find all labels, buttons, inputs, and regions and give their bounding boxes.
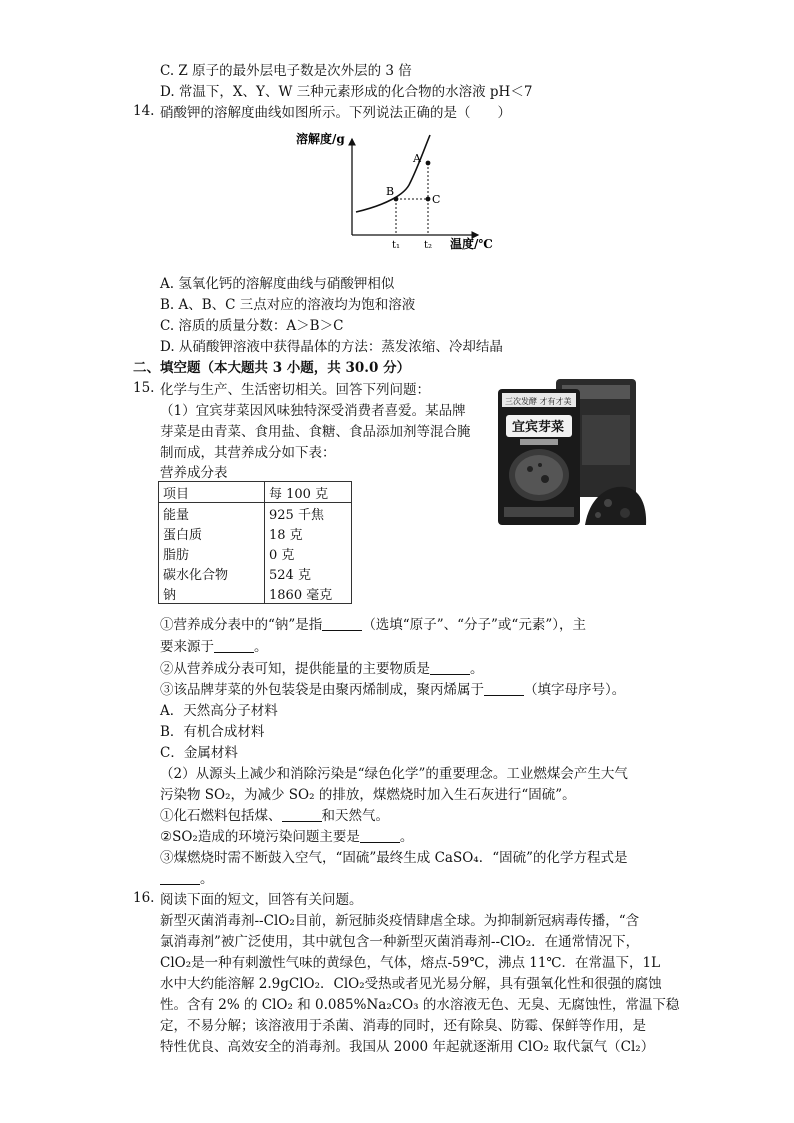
y-axis-label: 溶解度/g xyxy=(296,132,345,146)
q15-p1-line3: 制而成，其营养成分如下表： xyxy=(160,445,336,461)
table-cell: 碳水化合物 xyxy=(159,563,265,583)
q15-q2-text-a: ②从营养成分表可知，提供能量的主要物质是 xyxy=(160,661,430,677)
table-cell: 524 克 xyxy=(265,563,352,583)
point-a xyxy=(426,161,431,166)
q15-p2-q3-end: 。 xyxy=(200,871,214,887)
q15-p2-q2-text-a: ②SO₂造成的环境污染问题主要是 xyxy=(160,829,360,845)
q15-p2-q1-line xyxy=(160,806,389,826)
table-cell: 蛋白质 xyxy=(159,523,265,543)
q16-passage-line: 水中大约能溶解 2.9gClO₂．ClO₂受热或者见光易分解，具有强氧化性和很强的腐蚀 xyxy=(160,976,662,992)
table-cell: 钠 xyxy=(159,583,265,604)
q15-q1-text-b: （选填“原子”、“分子”或“元素”），主 xyxy=(362,617,586,633)
q15-option-c: C．金属材料 xyxy=(160,745,238,761)
answer-blank-3[interactable] xyxy=(430,660,470,675)
product-label-text: 宜宾芽菜 xyxy=(512,420,565,435)
table-row xyxy=(159,503,352,524)
table-cell: 每 100 克 xyxy=(265,482,352,503)
q15-p1-line1: （1）宜宾芽菜因风味独特深受消费者喜爱。某品牌 xyxy=(160,403,466,419)
q15-p2-q3-line: ③煤燃烧时需不断鼓入空气，“固硫”最终生成 CaSO₄．“固硫”的化学方程式是 xyxy=(160,850,628,866)
q16-passage-line: 氯消毒剂”被广泛使用，其中就包含一种新型灭菌消毒剂--ClO₂．在通常情况下， xyxy=(160,934,640,950)
q16-passage-line: 新型灭菌消毒剂--ClO₂目前，新冠肺炎疫情肆虐全球。为抑制新冠病毒传播，“含 xyxy=(160,913,640,929)
solubility-chart xyxy=(290,127,500,252)
q15-p2-line1: （2）从源头上减少和消除污染是“绿色化学”的重要理念。工业燃煤会产生大气 xyxy=(160,766,628,782)
q15-q1-line1 xyxy=(160,615,586,635)
table-cell: 925 千焦 xyxy=(265,503,352,524)
q15-q2-line xyxy=(160,659,484,679)
answer-blank-7[interactable] xyxy=(160,870,200,885)
q15-number: 15. xyxy=(133,380,155,396)
table-row xyxy=(159,563,352,583)
q15-option-b: B．有机合成材料 xyxy=(160,724,265,740)
solubility-curve xyxy=(356,135,430,212)
q15-q3-text-a: ③该品牌芽菜的外包装袋是由聚丙烯制成，聚丙烯属于 xyxy=(160,682,484,698)
table-cell: 脂肪 xyxy=(159,543,265,563)
q15-stem: 化学与生产、生活密切相关。回答下列问题： xyxy=(160,382,430,398)
product-package-image xyxy=(490,375,647,528)
q15-q1-text-d: 。 xyxy=(254,639,268,655)
q15-p2-q3-end-line xyxy=(160,869,214,889)
q15-p2-q2-line xyxy=(160,827,413,847)
q14-stem: 硝酸钾的溶解度曲线如图所示。下列说法正确的是（ ） xyxy=(160,105,511,121)
q15-q3-line xyxy=(160,680,625,700)
answer-blank-4[interactable] xyxy=(484,681,524,696)
q15-p2-q1-text-a: ①化石燃料包括煤、 xyxy=(160,808,282,824)
tick-t1: t₁ xyxy=(392,240,401,251)
q15-p2-q2-text-b: 。 xyxy=(399,829,414,845)
table-row xyxy=(159,482,352,503)
q13-option-d: D. 常温下，X、Y、W 三种元素形成的化合物的水溶液 pH＜7 xyxy=(160,84,533,100)
table-cell: 18 克 xyxy=(265,523,352,543)
q14-number: 14. xyxy=(133,103,155,119)
q16-passage-line: ClO₂是一种有刺激性气味的黄绿色，气体，熔点-59℃，沸点 11℃．在常温下，1L xyxy=(160,955,661,971)
table-cell: 1860 毫克 xyxy=(265,583,352,604)
table-cell: 项目 xyxy=(159,482,265,503)
q14-option-c: C. 溶质的质量分数：A＞B＞C xyxy=(160,318,344,334)
table-row xyxy=(159,543,352,563)
tick-t2: t₂ xyxy=(424,240,433,251)
q15-p2-line2: 污染物 SO₂，为减少 SO₂ 的排放，煤燃烧时加入生石灰进行“固硫”。 xyxy=(160,787,576,803)
table-row xyxy=(159,583,352,604)
q15-p2-q1-text-b: 和天然气。 xyxy=(321,808,389,824)
section-title: 二、填空题（本大题共 3 小题，共 30.0 分） xyxy=(133,360,411,376)
q15-q1-text-a: ①营养成分表中的“钠”是指 xyxy=(160,617,323,633)
q16-stem: 阅读下面的短文，回答有关问题。 xyxy=(160,892,363,908)
product-banner-text: 三次发酵 才有才美 xyxy=(505,397,572,406)
q14-option-a: A. 氢氧化钙的溶解度曲线与硝酸钾相似 xyxy=(160,276,395,292)
q14-option-b: B. A、B、C 三点对应的溶液均为饱和溶液 xyxy=(160,297,416,313)
q16-passage-line: 特性优良、高效安全的消毒剂。我国从 2000 年起就逐渐用 ClO₂ 取代氯气（Cl₂） xyxy=(160,1039,655,1055)
answer-blank-1[interactable] xyxy=(322,616,362,631)
nutrition-table xyxy=(158,481,352,604)
q14-option-d: D. 从硝酸钾溶液中获得晶体的方法：蒸发浓缩、冷却结晶 xyxy=(160,339,503,355)
x-axis-label: 温度/℃ xyxy=(450,237,493,251)
answer-blank-5[interactable] xyxy=(282,807,322,822)
table-cell: 0 克 xyxy=(265,543,352,563)
q16-number: 16. xyxy=(133,890,155,906)
point-b-label: B xyxy=(386,185,395,198)
nutrition-table-title: 营养成分表 xyxy=(160,465,228,481)
q16-passage-line: 定，不易分解；该溶液用于杀菌、消毒的同时，还有除臭、防霉、保鲜等作用，是 xyxy=(160,1018,646,1034)
point-c xyxy=(426,197,431,202)
q13-option-c: C. Z 原子的最外层电子数是次外层的 3 倍 xyxy=(160,63,412,79)
answer-blank-6[interactable] xyxy=(360,828,400,843)
q15-q2-text-b: 。 xyxy=(470,661,484,677)
q15-q1-line2 xyxy=(160,637,268,657)
table-row xyxy=(159,523,352,543)
q16-passage-line: 性。含有 2% 的 ClO₂ 和 0.085%Na₂CO₃ 的水溶液无色、无臭、无腐蚀性，常温下稳 xyxy=(160,997,680,1013)
point-b xyxy=(394,197,399,202)
q15-p1-line2: 芽菜是由青菜、食用盐、食糖、食品添加剂等混合腌 xyxy=(160,424,471,440)
point-c-label: C xyxy=(432,193,441,206)
q15-q3-text-b: （填字母序号）。 xyxy=(524,682,626,698)
q15-option-a: A．天然高分子材料 xyxy=(160,703,278,719)
q15-q1-text-c: 要来源于 xyxy=(160,639,214,655)
point-a-label: A xyxy=(413,152,421,165)
table-cell: 能量 xyxy=(159,503,265,524)
answer-blank-2[interactable] xyxy=(214,638,254,653)
